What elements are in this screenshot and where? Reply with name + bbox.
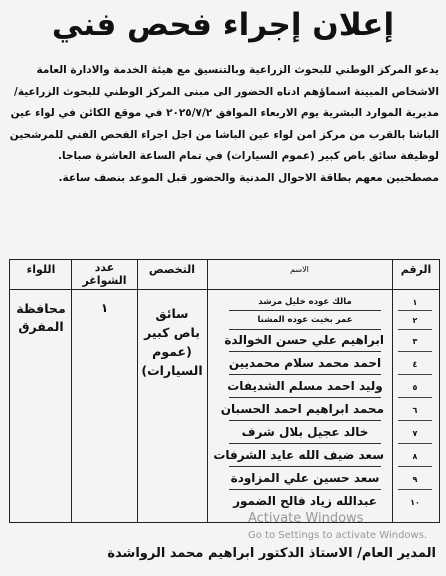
body-line-3: مديرية الموارد البشرية يوم الاربعاء الموافق ٢٠٢٥/٧/٢ في موقع الكائن في لواء عين — [10, 107, 439, 119]
row-underline — [398, 466, 432, 467]
row-number: ٣ — [412, 337, 418, 346]
watermark-subtitle: Go to Settings to activate Windows. — [248, 530, 428, 541]
body-line-2: الاشخاص المبينة اسماؤهم ادناه الحضور الى مبنى المركز الوطني للبحوث الزراعية/ — [14, 85, 439, 98]
candidate-name: وليد احمد مسلم الشديفات — [227, 379, 383, 393]
row-number: ٤ — [412, 360, 418, 369]
candidate-name: عبدالله زياد فالح الضمور — [233, 494, 377, 508]
header-vacancies: عدد الشواغر — [82, 261, 127, 287]
candidate-name: خالد عجيل بلال شرف — [241, 425, 369, 439]
candidates-table — [9, 259, 440, 523]
body-line-6: مصطحبين معهم بطاقة الاحوال المدنية والحضور قبل الموعد بنصف ساعة. — [58, 171, 439, 184]
row-underline — [229, 420, 381, 421]
header-specialty: التخصص — [148, 263, 196, 276]
announcement-body — [8, 60, 439, 189]
column-divider — [392, 260, 393, 522]
row-underline — [398, 310, 432, 311]
row-underline — [229, 329, 381, 330]
column-divider — [207, 260, 208, 522]
row-underline — [398, 329, 432, 330]
row-underline — [229, 397, 381, 398]
row-number: ٨ — [412, 452, 418, 461]
row-number: ١٠ — [410, 498, 420, 507]
candidate-name: عمر بخيت عوده المشنا — [257, 315, 353, 325]
candidate-name: احمد محمد سلام محمديين — [228, 356, 382, 370]
body-line-1: يدعو المركز الوطني للبحوث الزراعية وبالتنسيق مع هيئة الخدمة والادارة العامة — [36, 64, 439, 76]
row-number: ٦ — [412, 406, 418, 415]
body-line-4: الباشا بالقرب من مركز امن لواء عين الباشا من اجل اجراء الفحص الفني للمرشحين — [9, 128, 439, 141]
candidate-name: ابراهيم علي حسن الخوالدة — [224, 333, 384, 347]
announcement-title: إعلان إجراء فحص فني — [51, 7, 395, 43]
row-underline — [229, 489, 381, 490]
row-number: ٢ — [412, 316, 418, 325]
specialty-cell: سائق باص كبير (عموم السيارات) — [141, 306, 203, 378]
header-district: اللواء — [26, 263, 56, 276]
row-number: ٥ — [412, 383, 418, 392]
watermark-title: Activate Windows — [248, 511, 364, 526]
row-underline — [398, 397, 432, 398]
header-name: الاسم — [290, 265, 309, 274]
row-underline — [398, 374, 432, 375]
candidate-name: محمد ابراهيم احمد الحسبان — [220, 402, 384, 416]
row-number: ١ — [412, 298, 418, 307]
row-underline — [229, 310, 381, 311]
candidate-name: سعد حسين علي المزاودة — [230, 471, 380, 485]
header-divider — [10, 289, 439, 290]
row-underline — [229, 351, 381, 352]
signature-line: المدير العام/ الاستاذ الدكتور ابراهيم محمد الرواشدة — [107, 546, 436, 561]
column-divider — [71, 260, 72, 522]
row-underline — [398, 443, 432, 444]
row-underline — [398, 351, 432, 352]
row-underline — [398, 489, 432, 490]
candidate-name: مالك عوده خليل مرشد — [258, 297, 352, 307]
row-underline — [229, 374, 381, 375]
row-underline — [229, 443, 381, 444]
row-underline — [398, 420, 432, 421]
candidate-name: سعد ضيف الله عايد الشرفات — [213, 448, 384, 462]
vacancies-cell: ١ — [100, 301, 109, 315]
header-num: الرقم — [400, 263, 432, 276]
column-divider — [137, 260, 138, 522]
row-underline — [229, 466, 381, 467]
row-number: ٧ — [412, 429, 418, 438]
body-line-5: لوظيفة سائق باص كبير (عموم السيارات) في تمام الساعة العاشرة صباحا. — [58, 150, 439, 162]
row-number: ٩ — [412, 475, 418, 484]
district-cell: محافظة المفرق — [16, 301, 66, 334]
activate-windows-watermark — [248, 511, 446, 543]
